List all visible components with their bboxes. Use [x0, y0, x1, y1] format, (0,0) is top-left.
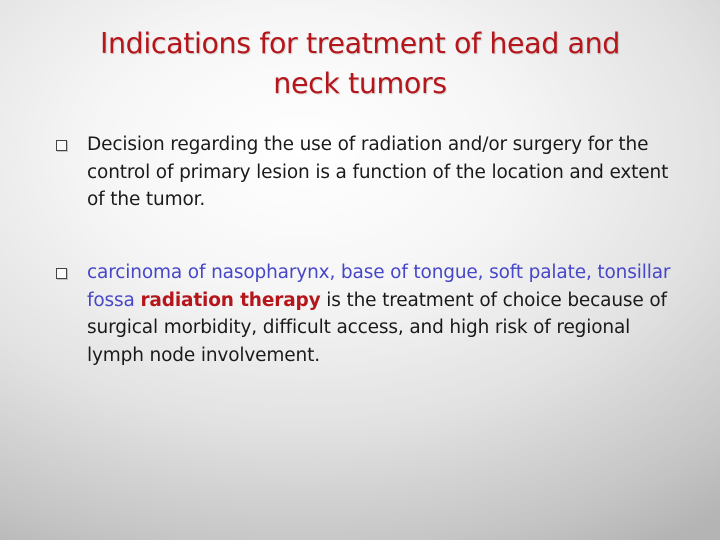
- bullet-text-carcinoma: [87, 259, 687, 369]
- title-line-2: neck tumors: [273, 67, 447, 100]
- square-bullet-icon: [56, 140, 67, 151]
- square-bullet-icon: [56, 268, 67, 279]
- title-line-1: Indications for treatment of head and: [100, 27, 620, 60]
- radiation-therapy-text: radiation therapy: [140, 289, 321, 311]
- tumor-sites-text: carcinoma of nasopharynx, base of tongue, soft palate, tonsillar fossa: [87, 262, 671, 311]
- bullet-text-decision: Decision regarding the use of radiation and/or surgery for the control of primary lesion is a function of the location and extent of the tumor.: [87, 134, 669, 210]
- slide-title: [0, 24, 720, 104]
- treatment-rationale-text: is the treatment of choice because of surgical morbidity, difficult access, and high risk of regional lymph node involvement.: [87, 289, 667, 366]
